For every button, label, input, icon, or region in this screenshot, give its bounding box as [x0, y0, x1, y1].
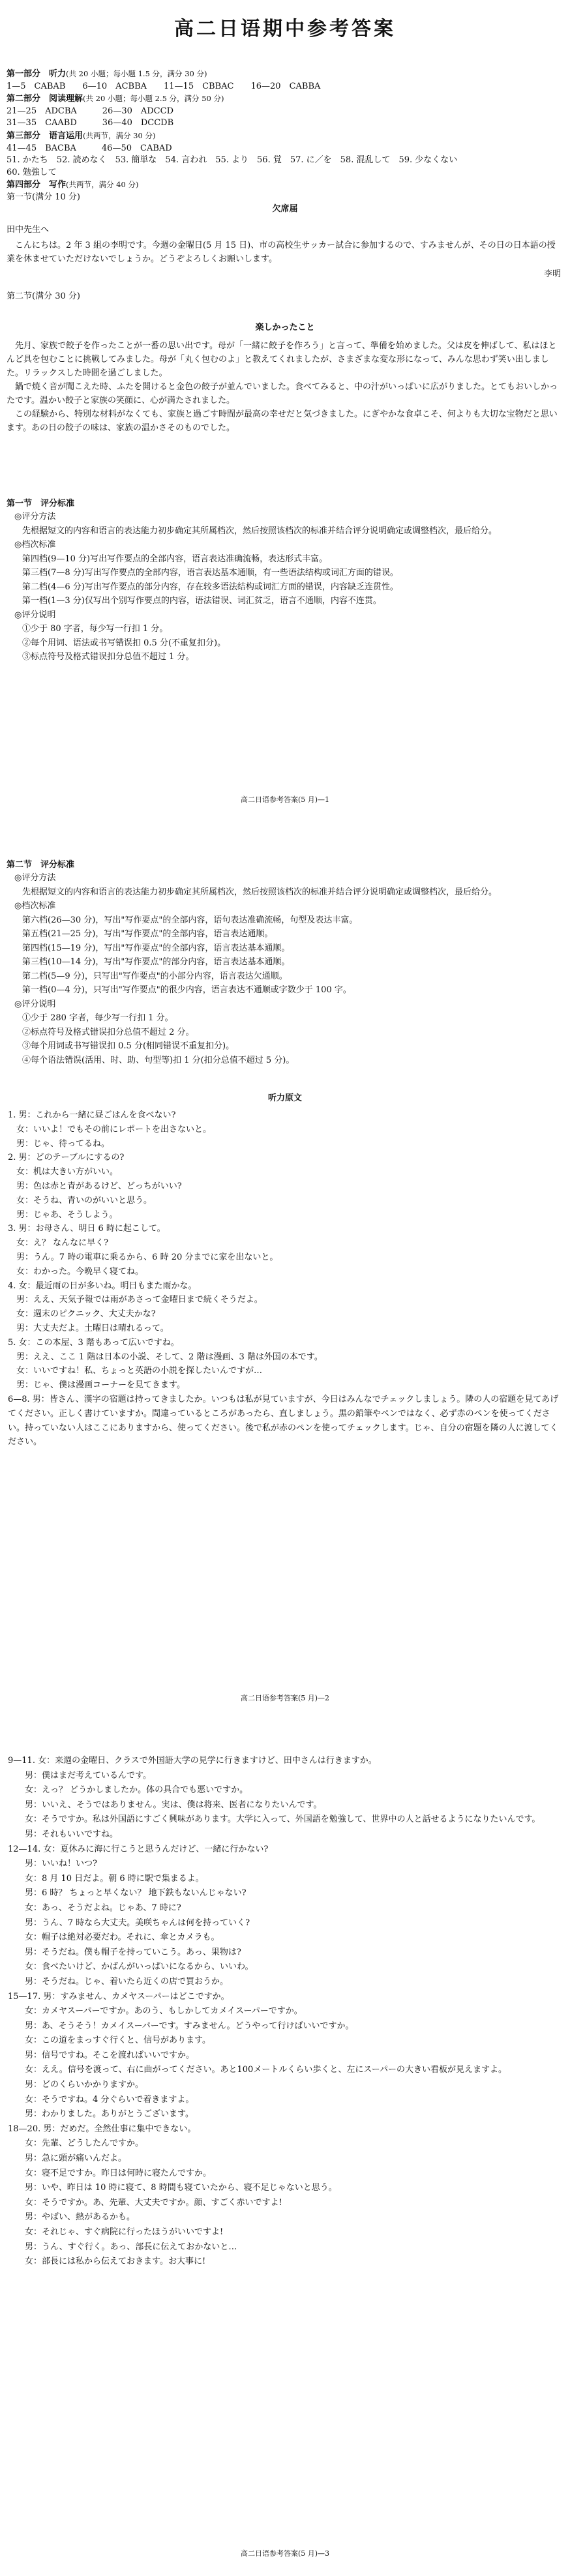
- dialogue-line: 男：僕はまだ考えているんです。: [8, 1770, 151, 1781]
- rubric2-item: 第六档(26—30 分)，写出"写作要点"的全部内容，语句表达准确流畅，句型及表达丰富。: [22, 915, 358, 925]
- dialogue-line: 男：6 時？ ちょっと早くない？ 地下鉄もないんじゃない?: [8, 1888, 247, 1899]
- dialogue-line: 女：いいよ！でもその前にレポートを出さないと。: [8, 1124, 212, 1134]
- answer-part-note: (共 20 小题；每小题 2.5 分，满分 50 分): [83, 94, 224, 104]
- rubric-2-label: 第二节 评分标准: [7, 860, 75, 870]
- dialogue-line: 男：じゃ、僕は漫画コーナーを見てきます。: [8, 1380, 185, 1391]
- answer-part-label: 第二部分 阅读理解: [7, 94, 83, 104]
- rubric1-item: 第四档(9—10 分)写出写作要点的全部内容，语言表达准确流畅，表达形式丰富。: [22, 554, 328, 564]
- dialogue-line: 2. 男：どのテーブルにするの?: [8, 1153, 125, 1163]
- rubric2-item: ①少于 280 字者，每少写一行扣 1 分。: [22, 1013, 173, 1024]
- rubric2-item: 第五档(21—25 分)，写出"写作要点"的全部内容，语言表达通顺。: [22, 929, 273, 940]
- answer-line: 31—35 CAABD 36—40 DCCDB: [7, 118, 174, 128]
- dialogue-line: 男：ええ、天気予報では雨があさって金曜日まで続くそうだよ。: [8, 1295, 263, 1305]
- essay-1-heading: 欠席届: [272, 204, 298, 214]
- dialogue-line: 女：帽子は絶対必要だわ。それに、傘とカメラも。: [8, 1932, 220, 1943]
- answer-row: [7, 81, 570, 93]
- rubric2-item: ④每个语法错误(活用、时、助、句型等)扣 1 分(扣分总值不超过 5 分)。: [22, 1055, 295, 1065]
- dialogue-line: 男：どのくらいかかりますか。: [8, 2080, 144, 2090]
- answer-part-note: (共 20 小题；每小题 1.5 分，满分 30 分): [66, 69, 207, 78]
- dialogue-line: 女：そうね、青いのがいいと思う。: [8, 1195, 153, 1206]
- page-footer-3: 高二日语参考答案(5 月)—3: [240, 2549, 330, 2558]
- dialogue-line: 男：そうだね。僕も帽子を持っていこう。あっ、果物は?: [8, 1947, 241, 1957]
- page-title: 高二日语期中参考答案: [174, 18, 396, 40]
- essay-2-body: [0, 339, 570, 435]
- rubric2-item: ②标点符号及格式错误扣分总值不超过 2 分。: [22, 1027, 194, 1037]
- rubric1-item: 第二档(4—6 分)写出写作要点的部分内容，存在较多语法结构或词汇方面的错误，内容缺乏连贯性。: [22, 582, 398, 592]
- rubric1-item: ③标点符号及格式错误扣分总值不超过 1 分。: [22, 652, 194, 662]
- rubric2-item: ③每个用词或书写错误扣 0.5 分(相同错误不重复扣分)。: [22, 1041, 235, 1052]
- rubric-1-label: 第一节 评分标准: [7, 499, 75, 509]
- dialogue-line: 男：あ、そうそう！カメイスーパーです。すみません。どうやって行けばいいですか。: [8, 2021, 354, 2031]
- dialogue-line: 4. 女：最近雨の日が多いね。明日もまた雨かな。: [8, 1281, 197, 1291]
- dialogue-line: 女：ええ。信号を渡って、右に曲がってください。あと100メートルくらい歩くと、左にスーパーの大きい看板が見えますよ。: [8, 2065, 507, 2075]
- dialogue-line: 女：えっ？ どうかしましたか。体の具合でも悪いですか。: [8, 1785, 248, 1796]
- dialogue-line: 女：そうですか。私は外国語にすごく興味があります。大学に入って、外国語を勉強して、世界中の人と話せるようになりたいんです。: [8, 1814, 541, 1825]
- dialogue-line: 女：あっ、そうだよね。じゃあ、7 時に?: [8, 1902, 181, 1913]
- essay-2: [0, 322, 570, 435]
- answer-row: [7, 93, 570, 106]
- dialogue-line: 男：やばい、熱があるかも。: [8, 2212, 136, 2223]
- dialogue-line: 女：そうですね。4 分ぐらいで着きますよ。: [8, 2094, 194, 2105]
- dialogue-line: 男：いいね！いつ?: [8, 1859, 97, 1869]
- dialogue-line: 女：8 月 10 日だよ。朝 6 時に駅で集まるよ。: [8, 1873, 204, 1884]
- dialogue-line: 女：先輩、どうしたんですか。: [8, 2139, 144, 2149]
- dialogue-line: 男：じゃ、待ってるね。: [8, 1138, 110, 1149]
- dialogue-line: 女：食べたいけど、かばんがいっぱいになるから、いいわ。: [8, 1962, 254, 1972]
- essay-1-signature: 李明: [543, 269, 561, 280]
- rubric1-item: 第一档(1—3 分)仅写出个别写作要点的内容，语法错误、词汇贫乏，语言不通顺，内容不连贯。: [22, 596, 382, 606]
- rubric2-item: 第四档(15—19 分)，写出"写作要点"的全部内容，语言表达基本通顺。: [22, 943, 290, 953]
- answer-line: 21—25 ADCBA 26—30 ADCCD: [7, 106, 173, 116]
- dialogue-line: 女：そうですか。あ、先輩、大丈夫ですか。顔、すごく赤いですよ!: [8, 2197, 282, 2208]
- answer-row: [7, 155, 570, 167]
- rubric2-item: 第三档(10—14 分)，写出"写作要点"的部分内容，语言表达基本通顺。: [22, 957, 290, 968]
- essay-1: [0, 203, 570, 281]
- rubric2-item: ◎评分方法: [14, 873, 56, 883]
- answer-line: 41—45 BACBA 46—50 CABAD: [7, 143, 172, 153]
- rubric2-item: 第二档(5—9 分)，只写出"写作要点"的小部分内容，语言表达欠通顺。: [22, 971, 288, 981]
- page-footer-2: 高二日语参考答案(5 月)—2: [240, 1694, 330, 1702]
- answer-part-note: (共两节，满分 30 分): [83, 130, 156, 140]
- dialogue-line: 男：そうだね。じゃ、着いたら近くの店で買おうか。: [8, 1976, 229, 1987]
- answer-row: [7, 130, 570, 143]
- rubric-1: [0, 498, 570, 664]
- rubric1-item: ①少于 80 字者，每少写一行扣 1 分。: [22, 624, 168, 634]
- dialogue-line: 18—20. 男：だめだ。全然仕事に集中できない。: [8, 2124, 196, 2134]
- rubric2-item: ◎评分说明: [14, 999, 56, 1009]
- dialogue-line: 3. 男：お母さん、明日 6 時に起こして。: [8, 1224, 166, 1234]
- dialogue-line: 5. 女：この本屋、3 階もあって広いですね。: [8, 1337, 179, 1348]
- dialogue-line: 9—11. 女：来週の金曜日、クラスで外国語大学の見学に行きますけど、田中さんは行きますか。: [8, 1756, 377, 1766]
- dialogue-line: 男：信号ですね。そこを渡ればいいですか。: [8, 2050, 195, 2060]
- dialogue-line: 女：え？ なんなに早く?: [8, 1238, 109, 1249]
- answer-line: 60. 勉強して: [7, 167, 57, 177]
- dialogue-line: 男：うん、すぐ行く。あっ、部長に伝えておかないと…: [8, 2242, 237, 2252]
- dialogue-line: 男：それもいいですね。: [8, 1829, 119, 1839]
- dialogue-line: 15—17. 男：すみません、カメヤスーパーはどこですか。: [8, 1991, 230, 2002]
- rubric-2-items: [0, 871, 570, 1067]
- dialogue-line: 男：大丈夫だよ。土曜日は晴れるって。: [8, 1323, 169, 1333]
- rubric1-item: 第三档(7—8 分)写出写作要点的全部内容，语言表达基本通顺，有一些语法结构或词汇方面的错误。: [22, 568, 398, 578]
- dialogue-line: 男：ええ、ここ 1 階は日本の小説、そして、2 階は漫画、3 階は外国の本です。: [8, 1352, 323, 1362]
- answer-line: 第一节(满分 10 分): [7, 192, 80, 202]
- dialogue-line: 12—14. 女：夏休みに海に行こうと思うんだけど、一緒に行かない?: [8, 1844, 269, 1854]
- dialogue-line: 男：じゃあ、そうしよう。: [8, 1209, 118, 1220]
- dialogue-line: 男：いいえ、そうではありません。実は、僕は将来、医者になりたいんです。: [8, 1799, 322, 1810]
- answer-part-label: 第三部分 语言运用: [7, 130, 83, 141]
- answer-row: [7, 117, 570, 130]
- answer-part-label: 第一部分 听力: [7, 69, 67, 79]
- rubric2-item: 先根据短文的内容和语言的表达能力初步确定其所属档次，然后按照该档次的标准并结合评分说明确定或调整档次，最后给分。: [22, 887, 498, 897]
- answer-row: [7, 167, 570, 179]
- rubric1-item: ②每个用词、语法或书写错误扣 0.5 分(不重复扣分)。: [22, 638, 226, 648]
- rubric-1-items: [0, 510, 570, 664]
- answer-part-label: 第四部分 写作: [7, 180, 67, 190]
- dialogue-line: 女：週末のピクニック、大丈夫かな?: [8, 1309, 156, 1320]
- dialogue-line: 男：うん。7 時の電車に乗るから、6 時 20 分までに家を出ないと。: [8, 1252, 278, 1262]
- dialogue-line: 6—8. 男：皆さん、漢字の宿題は持ってきましたか。いつもは私が見ていますが、今日はみんなでチェックしましょう。隣の人の宿題を見てあげてください。正しく書けていますか。間違っているところがあったら、直しましょう。黒の鉛筆やペンではなく、必ず赤のペンを使ってください。持っていない人はここにありますから、使ってください。後で私が赤のペンを使ってチェックします。じゃ、自分の宿題を隣の人に渡してください。: [8, 1394, 559, 1447]
- answer-row: [7, 68, 570, 81]
- answer-row: [7, 192, 570, 204]
- dialogue-line: 女：机は大きい方がいい。: [8, 1167, 119, 1177]
- listening-heading: 听力原文: [267, 1093, 302, 1103]
- essay-2-paragraph: 先月、家族で餃子を作ったことが一番の思い出です。母が「一緒に餃子を作ろう」と言って、準備を始めました。父は皮を伸ばして、私はほとんど具を包むことに挑戦してみました。母が「丸く包むのよ」と教えてくれましたが、さまざまな変な形になって、みんな思わず笑い出しました。リラックスした時間を過ごしました。: [7, 341, 557, 379]
- rubric2-item: 第一档(0—4 分)，只写出"写作要点"的很少内容，语言表达不通顺或字数少于 100 字。: [22, 985, 352, 996]
- dialogue-line: 女：それじゃ、すぐ病院に行ったほうがいいですよ!: [8, 2227, 224, 2237]
- dialogue-line: 女：部長には私から伝えておきます。お大事に!: [8, 2257, 206, 2267]
- rubric1-item: ◎评分方法: [14, 512, 56, 522]
- essay-1-body: こんにちは。2 年 3 組の李明です。今週の金曜日(5 月 15 日)、市の高校生サッカー試合に参加するので、すみませんが、その日の日本語の授業を休ませていただけないでしょうか。どうぞよろしくお願いします。: [7, 241, 556, 265]
- listening-transcript-1: [0, 1108, 570, 1449]
- dialogue-line: 女：わかった。今晩早く寝てね。: [8, 1266, 144, 1277]
- dialogue-line: 1. 男：これから一緒に昼ごはんを食べない?: [8, 1110, 176, 1120]
- essay-2-paragraph: この経験から、特別な材料がなくても、家族と過ごす時間が最高の幸せだと気づきました。にぎやかな食卓こそ、何よりも大切な宝物だと思います。あの日の餃子の味は、家族の温かさそのものでした。: [7, 409, 558, 434]
- dialogue-line: 女：寝不足ですか。昨日は何時に寝たんですか。: [8, 2168, 212, 2178]
- dialogue-line: 女：この道をまっすぐ行くと、信号があります。: [8, 2036, 211, 2046]
- rubric1-item: ◎评分说明: [14, 610, 56, 620]
- rubric-2: [0, 859, 570, 1067]
- dialogue-line: 男：急に頭が痛いんだよ。: [8, 2154, 127, 2164]
- answer-line: 1—5 CABAB 6—10 ACBBA 11—15 CBBAC 16—20 CABBA: [7, 81, 321, 91]
- dialogue-line: 男：色は赤と青があるけど、どっちがいい?: [8, 1181, 182, 1191]
- answer-key: [0, 68, 570, 204]
- answer-row: [7, 179, 570, 192]
- listening-transcript-2: [0, 1754, 570, 2270]
- dialogue-line: 女：カメヤスーパーですか。あのう、もしかしてカメイスーパーですか。: [8, 2006, 303, 2017]
- answer-part-note: (共两节，满分 40 分): [66, 180, 139, 190]
- section-2-label: 第二节(满分 30 分): [7, 291, 80, 301]
- answer-row: [7, 143, 570, 155]
- rubric1-item: 先根据短文的内容和语言的表达能力初步确定其所属档次，然后按照该档次的标准并结合评分说明确定或调整档次，最后给分。: [22, 526, 498, 536]
- dialogue-line: 男：うん、7 時なら大丈夫。美咲ちゃんは何を持っていく?: [8, 1917, 250, 1928]
- answer-line: 51. かたち 52. 読めなく 53. 簡単な 54. 言われ 55. より 56. 覚 57. に／を 58. 混乱して 59. 少なくない: [7, 155, 458, 166]
- essay-2-paragraph: 鍋で焼く音が聞こえた時、ふたを開けると金色の餃子が並んでいました。食べてみると、中の汁がいっぱいに広がりました。とてもおいしかったです。温かい餃子と家族の笑顔に、心が満たされました。: [7, 382, 558, 406]
- dialogue-line: 男：わかりました。ありがとうございます。: [8, 2109, 194, 2120]
- rubric2-item: ◎档次标准: [14, 901, 56, 911]
- rubric1-item: ◎档次标准: [14, 540, 56, 550]
- answer-row: [7, 106, 570, 118]
- essay-1-salutation: 田中先生へ: [7, 225, 50, 235]
- essay-2-heading: 楽しかったこと: [255, 323, 315, 333]
- dialogue-line: 男：いや、昨日は 10 時に寝て、8 時間も寝ていたから、寝不足じゃないと思う。: [8, 2183, 337, 2193]
- page-footer-1: 高二日语参考答案(5 月)—1: [240, 795, 330, 804]
- dialogue-line: 女：いいですね！私、ちょっと英語の小説を探したいんですが…: [8, 1366, 263, 1376]
